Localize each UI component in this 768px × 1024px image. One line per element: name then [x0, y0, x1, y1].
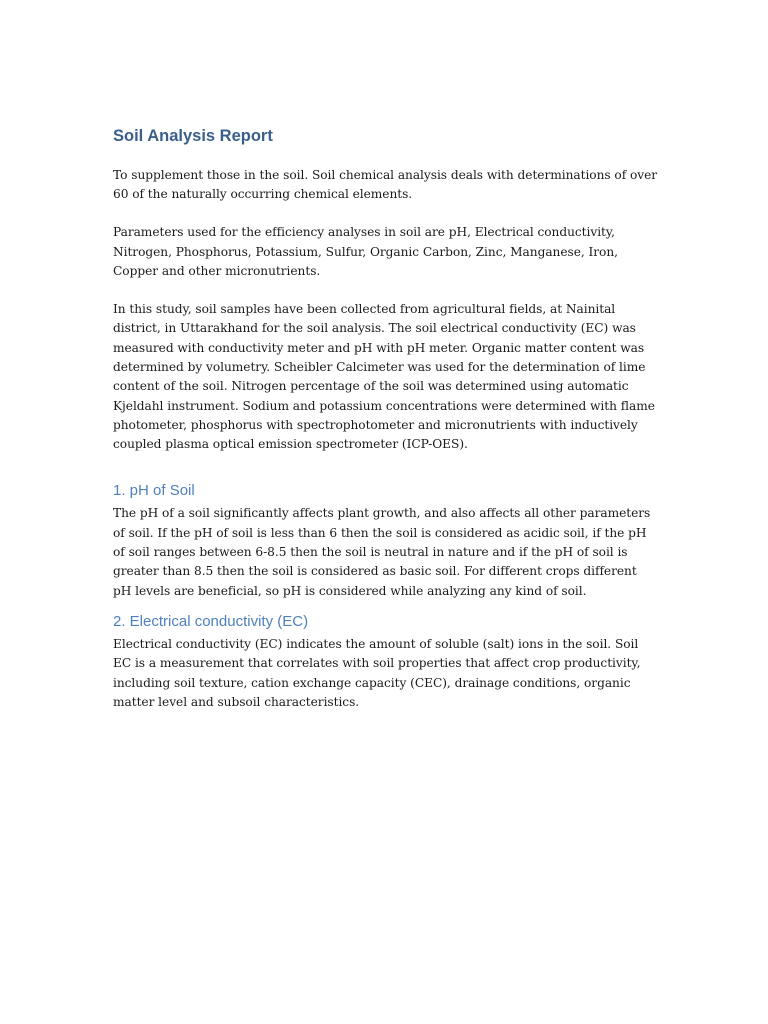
section-heading-ph: 1. pH of Soil [113, 482, 195, 500]
document-content [113, 124, 658, 722]
section-body-ec: Electrical conductivity (EC) indicates the amount of soluble (salt) ions in the soil. Soil EC is a measurement that correlates with soil properties that affect crop productivity, including soil texture, cation exchange capacity (CEC), drainage conditions, organic matter level and subsoil characteristics. [113, 636, 641, 709]
intro-paragraph-2: Parameters used for the efficiency analyses in soil are pH, Electrical conductivity, Nitrogen, Phosphorus, Potassium, Sulfur, Organic Carbon, Zinc, Manganese, Iron, Copper and other micronutrients. [113, 225, 618, 278]
intro-paragraph-3: In this study, soil samples have been collected from agricultural fields, at Nainital district, in Uttarakhand for the soil analysis. The soil electrical conductivity (EC) was measured with conductivity meter and pH with pH meter. Organic matter content was determined by volumetry. Scheibler Calcimeter was used for the determination of lime content of the soil. Nitrogen percentage of the soil was determined using automatic Kjeldahl instrument. Sodium and potassium concentrations were determined with flame photometer, phosphorus with spectrophotometer and micronutrients with inductively coupled plasma optical emission spectrometer (ICP-OES). [113, 302, 655, 452]
section-body-ph: The pH of a soil significantly affects plant growth, and also affects all other parameters of soil. If the pH of soil is less than 6 then the soil is considered as acidic soil, if the pH of soil ranges between 6-8.5 then the soil is neutral in nature and if the pH of soil is greater than 8.5 then the soil is considered as basic soil. For different crops different pH levels are beneficial, so pH is considered while analyzing any kind of soil. [113, 506, 651, 598]
section-heading-ec: 2. Electrical conductivity (EC) [113, 612, 309, 630]
intro-paragraph-1: To supplement those in the soil. Soil chemical analysis deals with determinations of over 60 of the naturally occurring chemical elements. [113, 168, 658, 202]
report-title: Soil Analysis Report [113, 127, 273, 145]
